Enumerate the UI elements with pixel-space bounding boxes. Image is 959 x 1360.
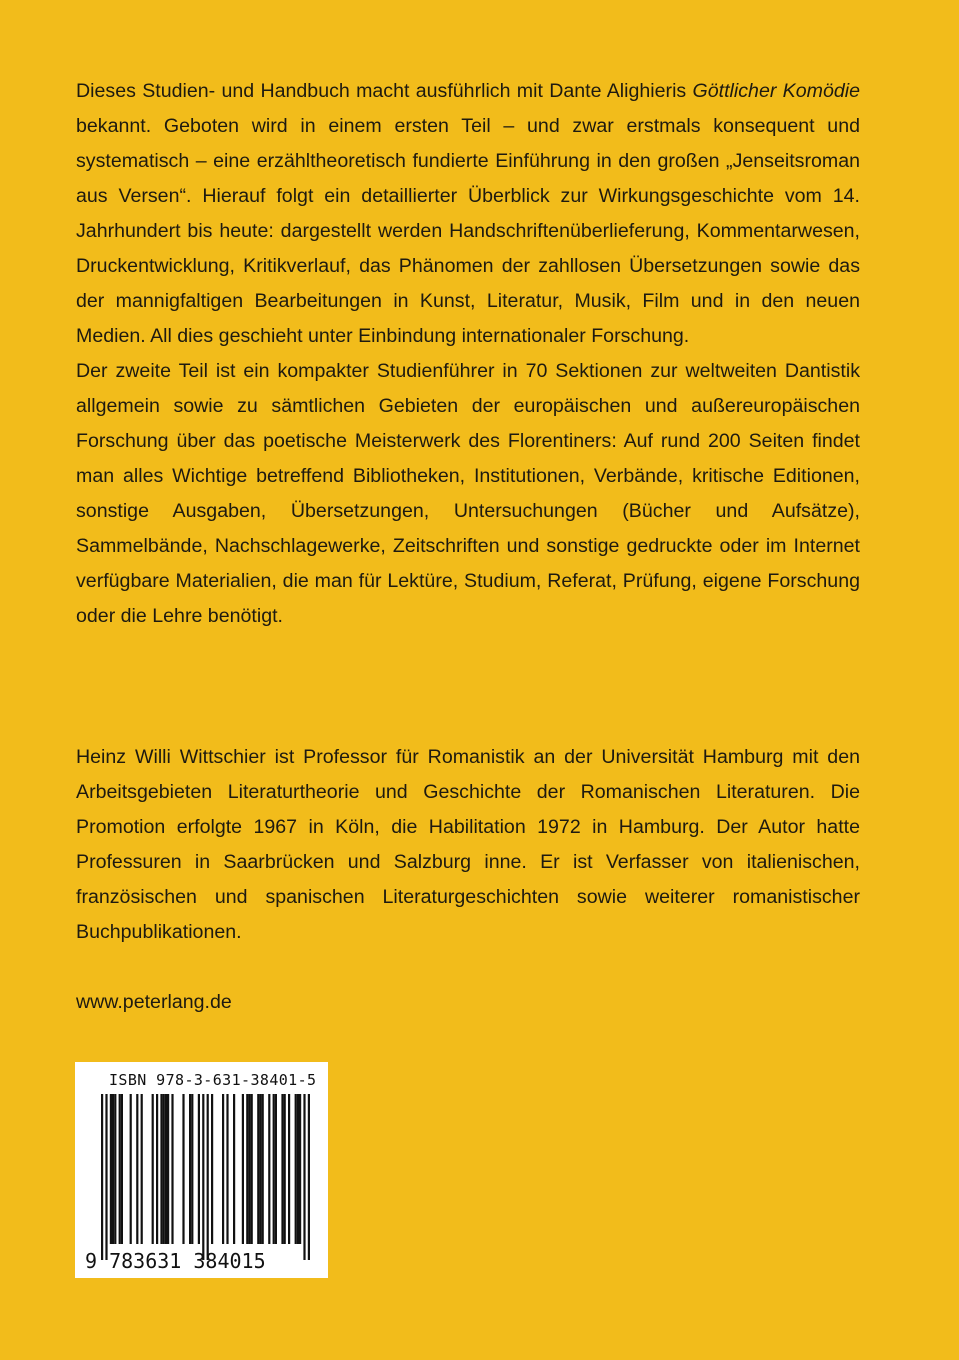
barcode-bar xyxy=(275,1094,277,1244)
barcode-bar xyxy=(191,1094,193,1244)
barcode-bar xyxy=(165,1094,167,1244)
barcode-bar xyxy=(222,1094,224,1244)
barcode-bars xyxy=(75,1062,328,1278)
blurb-p1-intro: Dieses Studien- und Handbuch macht ausführlich mit Dante Alighieris xyxy=(76,80,693,102)
barcode-bar xyxy=(233,1094,235,1244)
barcode-bar xyxy=(308,1094,310,1260)
barcode-bar xyxy=(110,1094,112,1244)
barcode-bar xyxy=(121,1094,123,1244)
barcode-bar xyxy=(257,1094,259,1244)
barcode-bar xyxy=(163,1094,165,1244)
barcode-bar xyxy=(119,1094,121,1244)
ean-digits: 9 783631 384015 xyxy=(85,1249,266,1273)
barcode-bar xyxy=(136,1094,138,1244)
barcode-bar xyxy=(152,1094,154,1244)
barcode-bar xyxy=(112,1094,114,1244)
barcode-bar xyxy=(248,1094,250,1244)
barcode-bar xyxy=(251,1094,253,1244)
publisher-url[interactable]: www.peterlang.de xyxy=(76,991,232,1013)
barcode-bar xyxy=(262,1094,264,1244)
barcode-bar xyxy=(226,1094,228,1244)
isbn-barcode xyxy=(75,1062,328,1278)
barcode-bar xyxy=(189,1094,191,1244)
isbn-label: ISBN 978-3-631-38401-5 xyxy=(109,1071,317,1089)
barcode-bar xyxy=(101,1094,103,1260)
barcode-bar xyxy=(114,1094,116,1244)
barcode-bar xyxy=(130,1094,132,1244)
barcode-bar xyxy=(259,1094,261,1244)
barcode-bar xyxy=(288,1094,290,1244)
barcode-bar xyxy=(299,1094,301,1244)
barcode-bar xyxy=(182,1094,184,1244)
work-title: Göttlicher Komödie xyxy=(692,80,861,102)
author-bio: Heinz Willi Wittschier ist Professor für Romanistik an der Universität Hamburg mit den Arbeitsgebieten Literaturtheorie und Geschichte der Romanischen Literaturen. Die Promotion erfolgte 1967 in Köln, die Habilitation 1972 in Hamburg. Der Autor hatte Professuren in Saarbrücken und Salzburg inne. Er ist Verfasser von italienischen, französischen und spanischen Literaturgeschichten sowie weiterer romanistischer Buchpublikationen. xyxy=(76,746,860,943)
barcode-bar xyxy=(273,1094,275,1244)
barcode-bar xyxy=(167,1094,169,1244)
barcode-bar xyxy=(202,1094,204,1260)
barcode-bar xyxy=(105,1094,107,1260)
barcode-bar xyxy=(303,1094,305,1260)
barcode-bar xyxy=(246,1094,248,1244)
barcode-bar xyxy=(284,1094,286,1244)
barcode-bar xyxy=(141,1094,143,1244)
author-bio-section xyxy=(76,740,860,950)
barcode-bar xyxy=(211,1094,213,1244)
barcode-bar xyxy=(295,1094,297,1244)
barcode-bar xyxy=(198,1094,200,1244)
barcode-bar xyxy=(268,1094,270,1244)
barcode-bar xyxy=(156,1094,158,1244)
barcode-bar xyxy=(281,1094,283,1244)
blurb-p1-body: bekannt. Geboten wird in einem ersten Teil – und zwar erstmals konsequent und systematisch – eine erzähltheoretisch fundierte Einführung in den großen „Jenseitsroman aus Versen“. Hierauf folgt ein detaillierter Überblick zur Wirkungsgeschichte vom 14. Jahrhundert bis heute: dargestellt werden Handschriftenüberlieferung, Kommentarwesen, Druckentwicklung, Kritikverlauf, das Phänomen der zahllosen Übersetzungen sowie das der mannigfaltigen Bearbeitungen in Kunst, Literatur, Musik, Film und in den neuen Medien. All dies geschieht unter Einbindung internationaler Forschung. xyxy=(76,115,860,347)
barcode-bar xyxy=(242,1094,244,1244)
barcode-bar xyxy=(207,1094,209,1260)
barcode-bar xyxy=(171,1094,173,1244)
back-cover-blurb xyxy=(76,74,860,634)
blurb-paragraph-1 xyxy=(76,74,860,354)
blurb-paragraph-2: Der zweite Teil ist ein kompakter Studienführer in 70 Sektionen zur weltweiten Dantistik allgemein sowie zu sämtlichen Gebieten der europäischen und außereuropäischen Forschung über das poetische Meisterwerk des Florentiners: Auf rund 200 Seiten findet man alles Wichtige betreffend Bibliotheken, Institutionen, Verbände, kritische Editionen, sonstige Ausgaben, Übersetzungen, Untersuchungen (Bücher und Aufsätze), Sammelbände, Nachschlagewerke, Zeitschriften und sonstige gedruckte oder im Internet verfügbare Materialien, die man für Lektüre, Studium, Referat, Prüfung, eigene Forschung oder die Lehre benötigt. xyxy=(76,360,860,627)
barcode-bar xyxy=(160,1094,162,1244)
barcode-bar xyxy=(297,1094,299,1244)
